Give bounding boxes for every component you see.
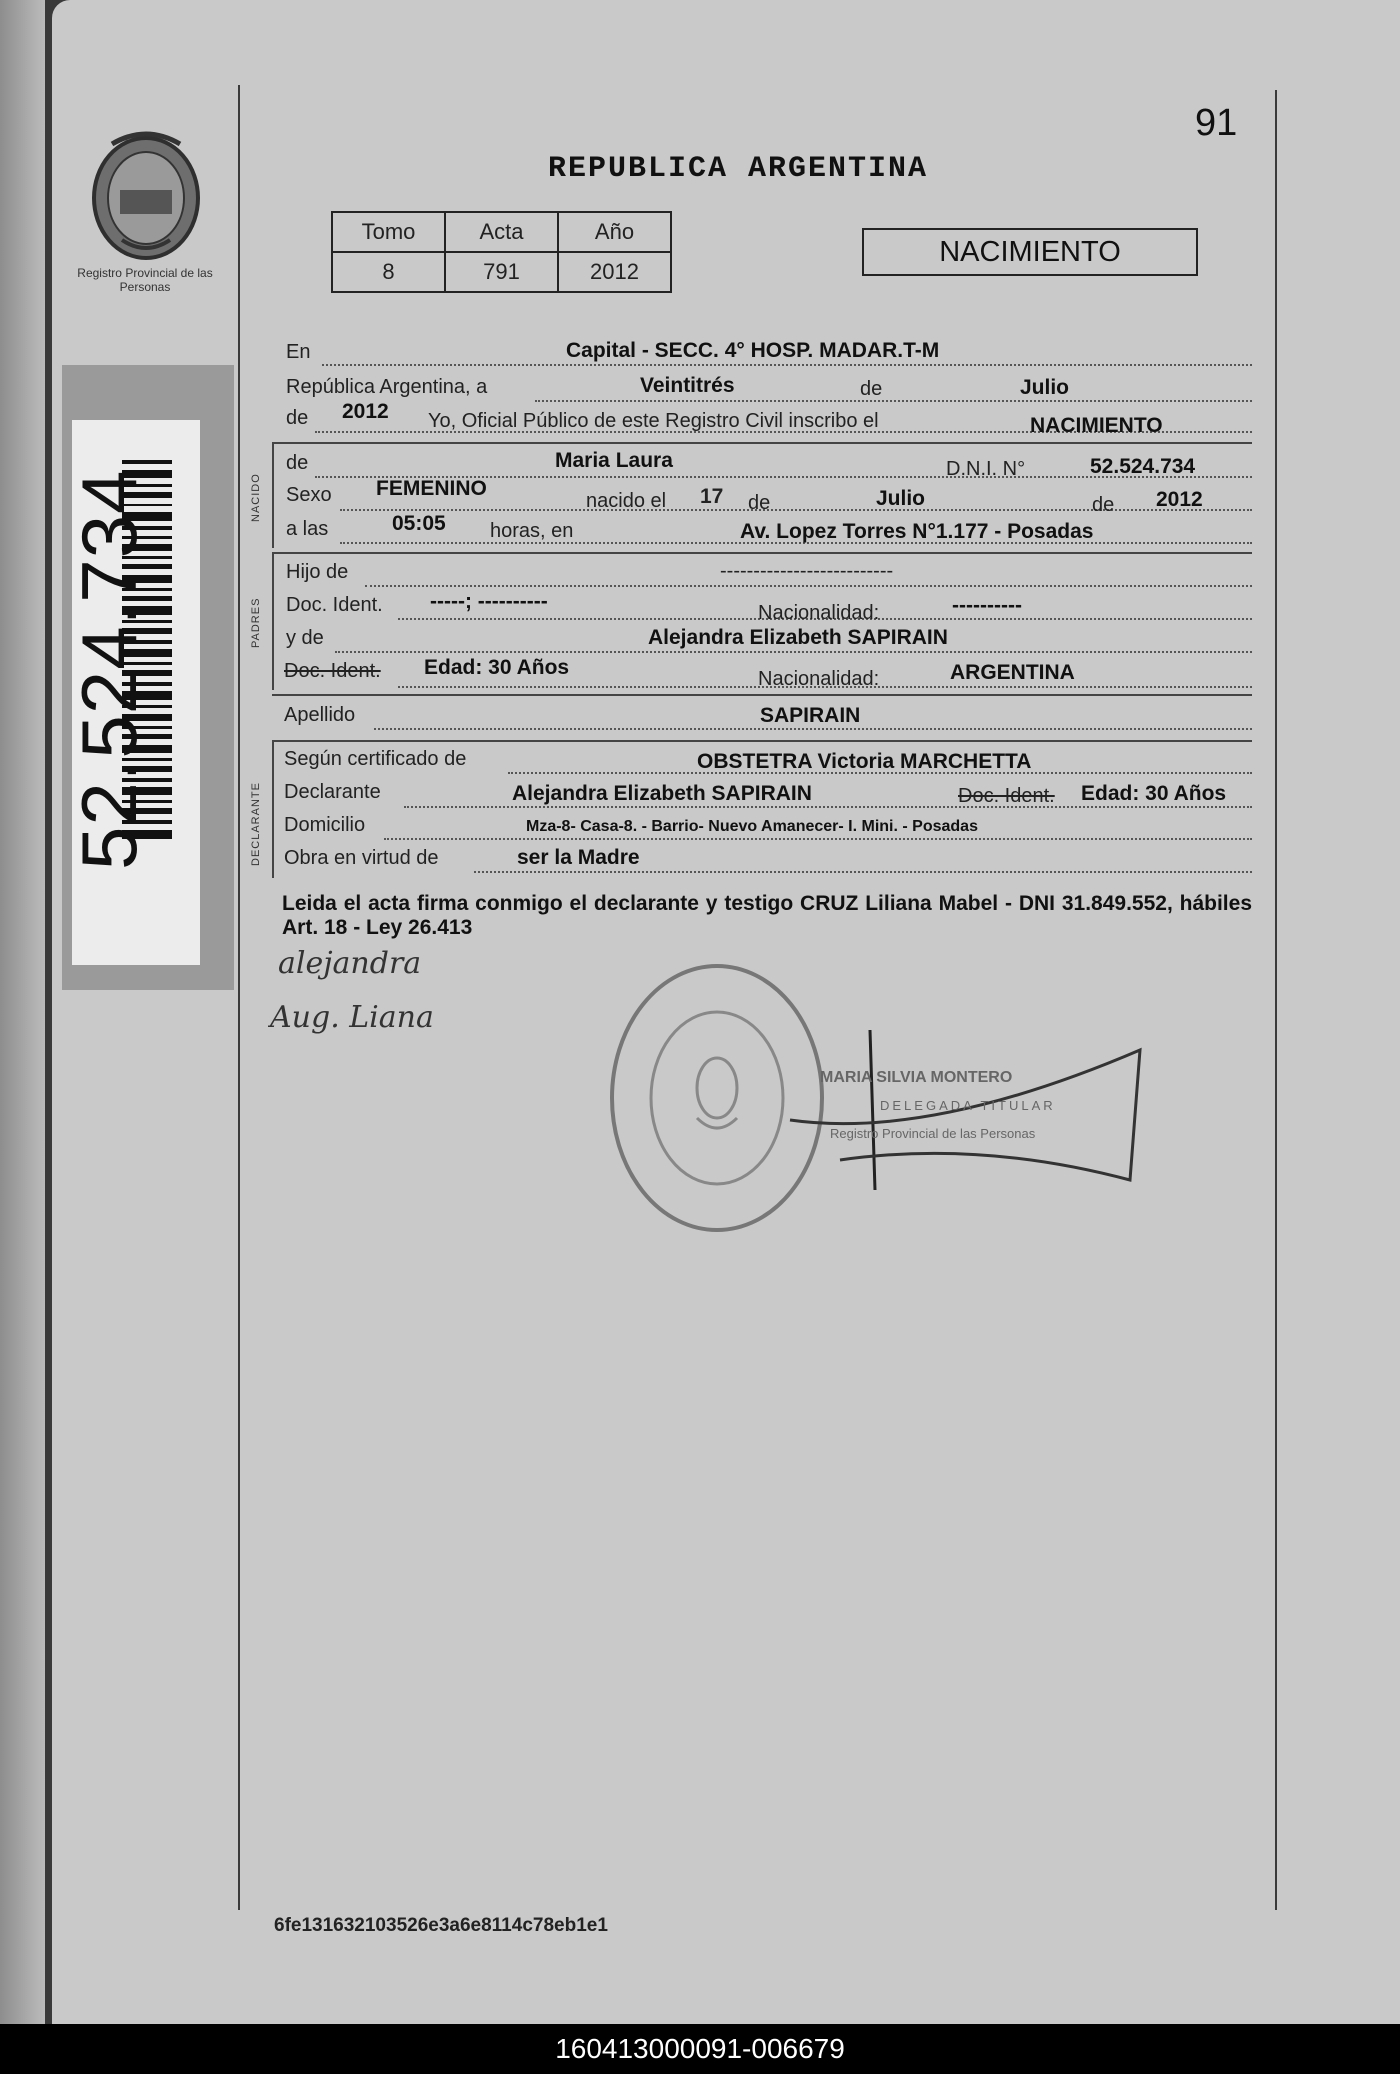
obra-value: ser la Madre: [517, 846, 640, 869]
register-header-ano: Año: [558, 212, 671, 252]
mother-nac-value: ARGENTINA: [950, 661, 1075, 684]
cert-label: Según certificado de: [284, 748, 467, 770]
inscribe-value: NACIMIENTO: [1030, 414, 1163, 437]
de-label-2: de: [1092, 494, 1115, 516]
declarante-value: Alejandra Elizabeth SAPIRAIN: [512, 782, 812, 805]
signature-alejandra: alejandra: [278, 946, 422, 981]
declarante-doc-label: Doc. Ident.: [958, 785, 1055, 807]
barcode-number: 52.524.734: [65, 469, 153, 870]
dni-label: D.N.I. N°: [946, 458, 1026, 480]
register-header-tomo: Tomo: [332, 212, 445, 252]
provincial-seal-icon: [82, 130, 210, 270]
section-divider: [272, 552, 1252, 554]
dni-value: 52.524.734: [1090, 455, 1196, 478]
hijo-de-label: Hijo de: [286, 561, 349, 583]
dotted-line: [535, 400, 1252, 402]
dotted-line: [384, 838, 1252, 840]
officer-name: MARIA SILVIA MONTERO: [820, 1069, 1013, 1086]
day-value: Veintitrés: [640, 374, 735, 397]
sexo-label: Sexo: [286, 484, 332, 506]
father-doc-value: -----; ----------: [430, 590, 548, 613]
sexo-value: FEMENINO: [376, 477, 487, 500]
republica-label: República Argentina, a: [286, 376, 488, 398]
de-label-1: de: [748, 492, 771, 514]
register-value-tomo: 8: [332, 252, 445, 292]
dotted-line: [404, 806, 1252, 808]
section-divider: [272, 442, 1252, 444]
page-number: 91: [1195, 102, 1238, 144]
nacido-de-label: de: [286, 452, 309, 474]
register-table: [331, 211, 672, 293]
closing-statement: Leida el acta firma conmigo el declarante y testigo CRUZ Liliana Mabel - DNI 31.849.552, hábiles Art. 18 - Ley 26.413: [282, 892, 1252, 939]
handwritten-signatures: [268, 945, 518, 1045]
register-value-acta: 791: [445, 252, 558, 292]
birth-time: 05:05: [392, 512, 446, 535]
mother-doc-label: Doc. Ident.: [284, 660, 381, 682]
birth-month: Julio: [876, 487, 926, 510]
dotted-line: [474, 871, 1252, 873]
mother-name: Alejandra Elizabeth SAPIRAIN: [648, 626, 948, 649]
cert-value: OBSTETRA Victoria MARCHETTA: [697, 750, 1032, 773]
mother-doc-value: Edad: 30 Años: [424, 656, 570, 679]
year-value: 2012: [342, 400, 389, 423]
section-divider: [272, 694, 1252, 696]
section-label-padres: PADRES: [250, 597, 262, 648]
left-margin-rule: [238, 85, 240, 1910]
section-divider: [272, 740, 1252, 742]
birth-place: Av. Lopez Torres N°1.177 - Posadas: [740, 520, 1094, 543]
apellido-value: SAPIRAIN: [760, 704, 861, 727]
birth-day: 17: [700, 485, 724, 508]
declarante-doc-value: Edad: 30 Años: [1081, 782, 1227, 805]
declarante-label: Declarante: [284, 781, 381, 803]
section-label-declarante: DECLARANTE: [250, 782, 262, 866]
horas-label: horas, en: [490, 520, 574, 542]
dotted-line: [340, 509, 1252, 511]
officer-office: Registro Provincial de las Personas: [830, 1126, 1036, 1141]
footer-code: 160413000091-006679: [555, 2033, 845, 2064]
document-title: REPUBLICA ARGENTINA: [548, 152, 929, 186]
domicilio-value: Mza-8- Casa-8. - Barrio- Nuevo Amanecer- I. Mini. - Posadas: [526, 818, 978, 835]
father-name: --------------------------: [720, 560, 894, 582]
officer-signature-stamp: [780, 1020, 1150, 1200]
act-type-box: NACIMIENTO: [862, 228, 1198, 276]
a-las-label: a las: [286, 518, 329, 540]
dotted-line: [322, 364, 1252, 366]
seal-caption: Registro Provincial de las Personas: [77, 266, 213, 294]
apellido-label: Apellido: [284, 704, 356, 726]
child-name: Maria Laura: [555, 449, 673, 472]
right-margin-rule: [1275, 90, 1277, 1910]
nacido-label: nacido el: [586, 490, 667, 512]
officer-text: Yo, Oficial Público de este Registro Civil inscribo el: [428, 410, 879, 432]
mother-nac-label: Nacionalidad:: [758, 668, 880, 690]
de-label: de: [860, 378, 883, 400]
place-value: Capital - SECC. 4° HOSP. MADAR.T-M: [566, 339, 940, 362]
father-nac-value: ----------: [952, 594, 1022, 617]
signature-second: Aug. Liana: [270, 1000, 434, 1035]
dotted-line: [335, 651, 1252, 653]
birth-year: 2012: [1156, 488, 1203, 511]
section-label-nacido: NACIDO: [250, 473, 262, 522]
month-value: Julio: [1020, 376, 1070, 399]
father-nac-label: Nacionalidad:: [758, 602, 880, 624]
officer-role: DELEGADA TITULAR: [880, 1098, 1056, 1113]
section-rule: [272, 444, 274, 548]
section-rule: [272, 554, 274, 690]
y-de-label: y de: [286, 627, 324, 649]
en-label: En: [286, 341, 311, 363]
previous-page-edge: [0, 0, 45, 2024]
obra-label: Obra en virtud de: [284, 847, 439, 869]
dotted-line: [365, 585, 1252, 587]
year-prefix: de: [286, 407, 309, 429]
document-hash: 6fe131632103526e3a6e8114c78eb1e1: [274, 1915, 608, 1936]
dotted-line: [374, 728, 1252, 730]
section-rule: [272, 742, 274, 878]
domicilio-label: Domicilio: [284, 814, 366, 836]
register-header-acta: Acta: [445, 212, 558, 252]
register-value-ano: 2012: [558, 252, 671, 292]
father-doc-label: Doc. Ident.: [286, 594, 383, 616]
